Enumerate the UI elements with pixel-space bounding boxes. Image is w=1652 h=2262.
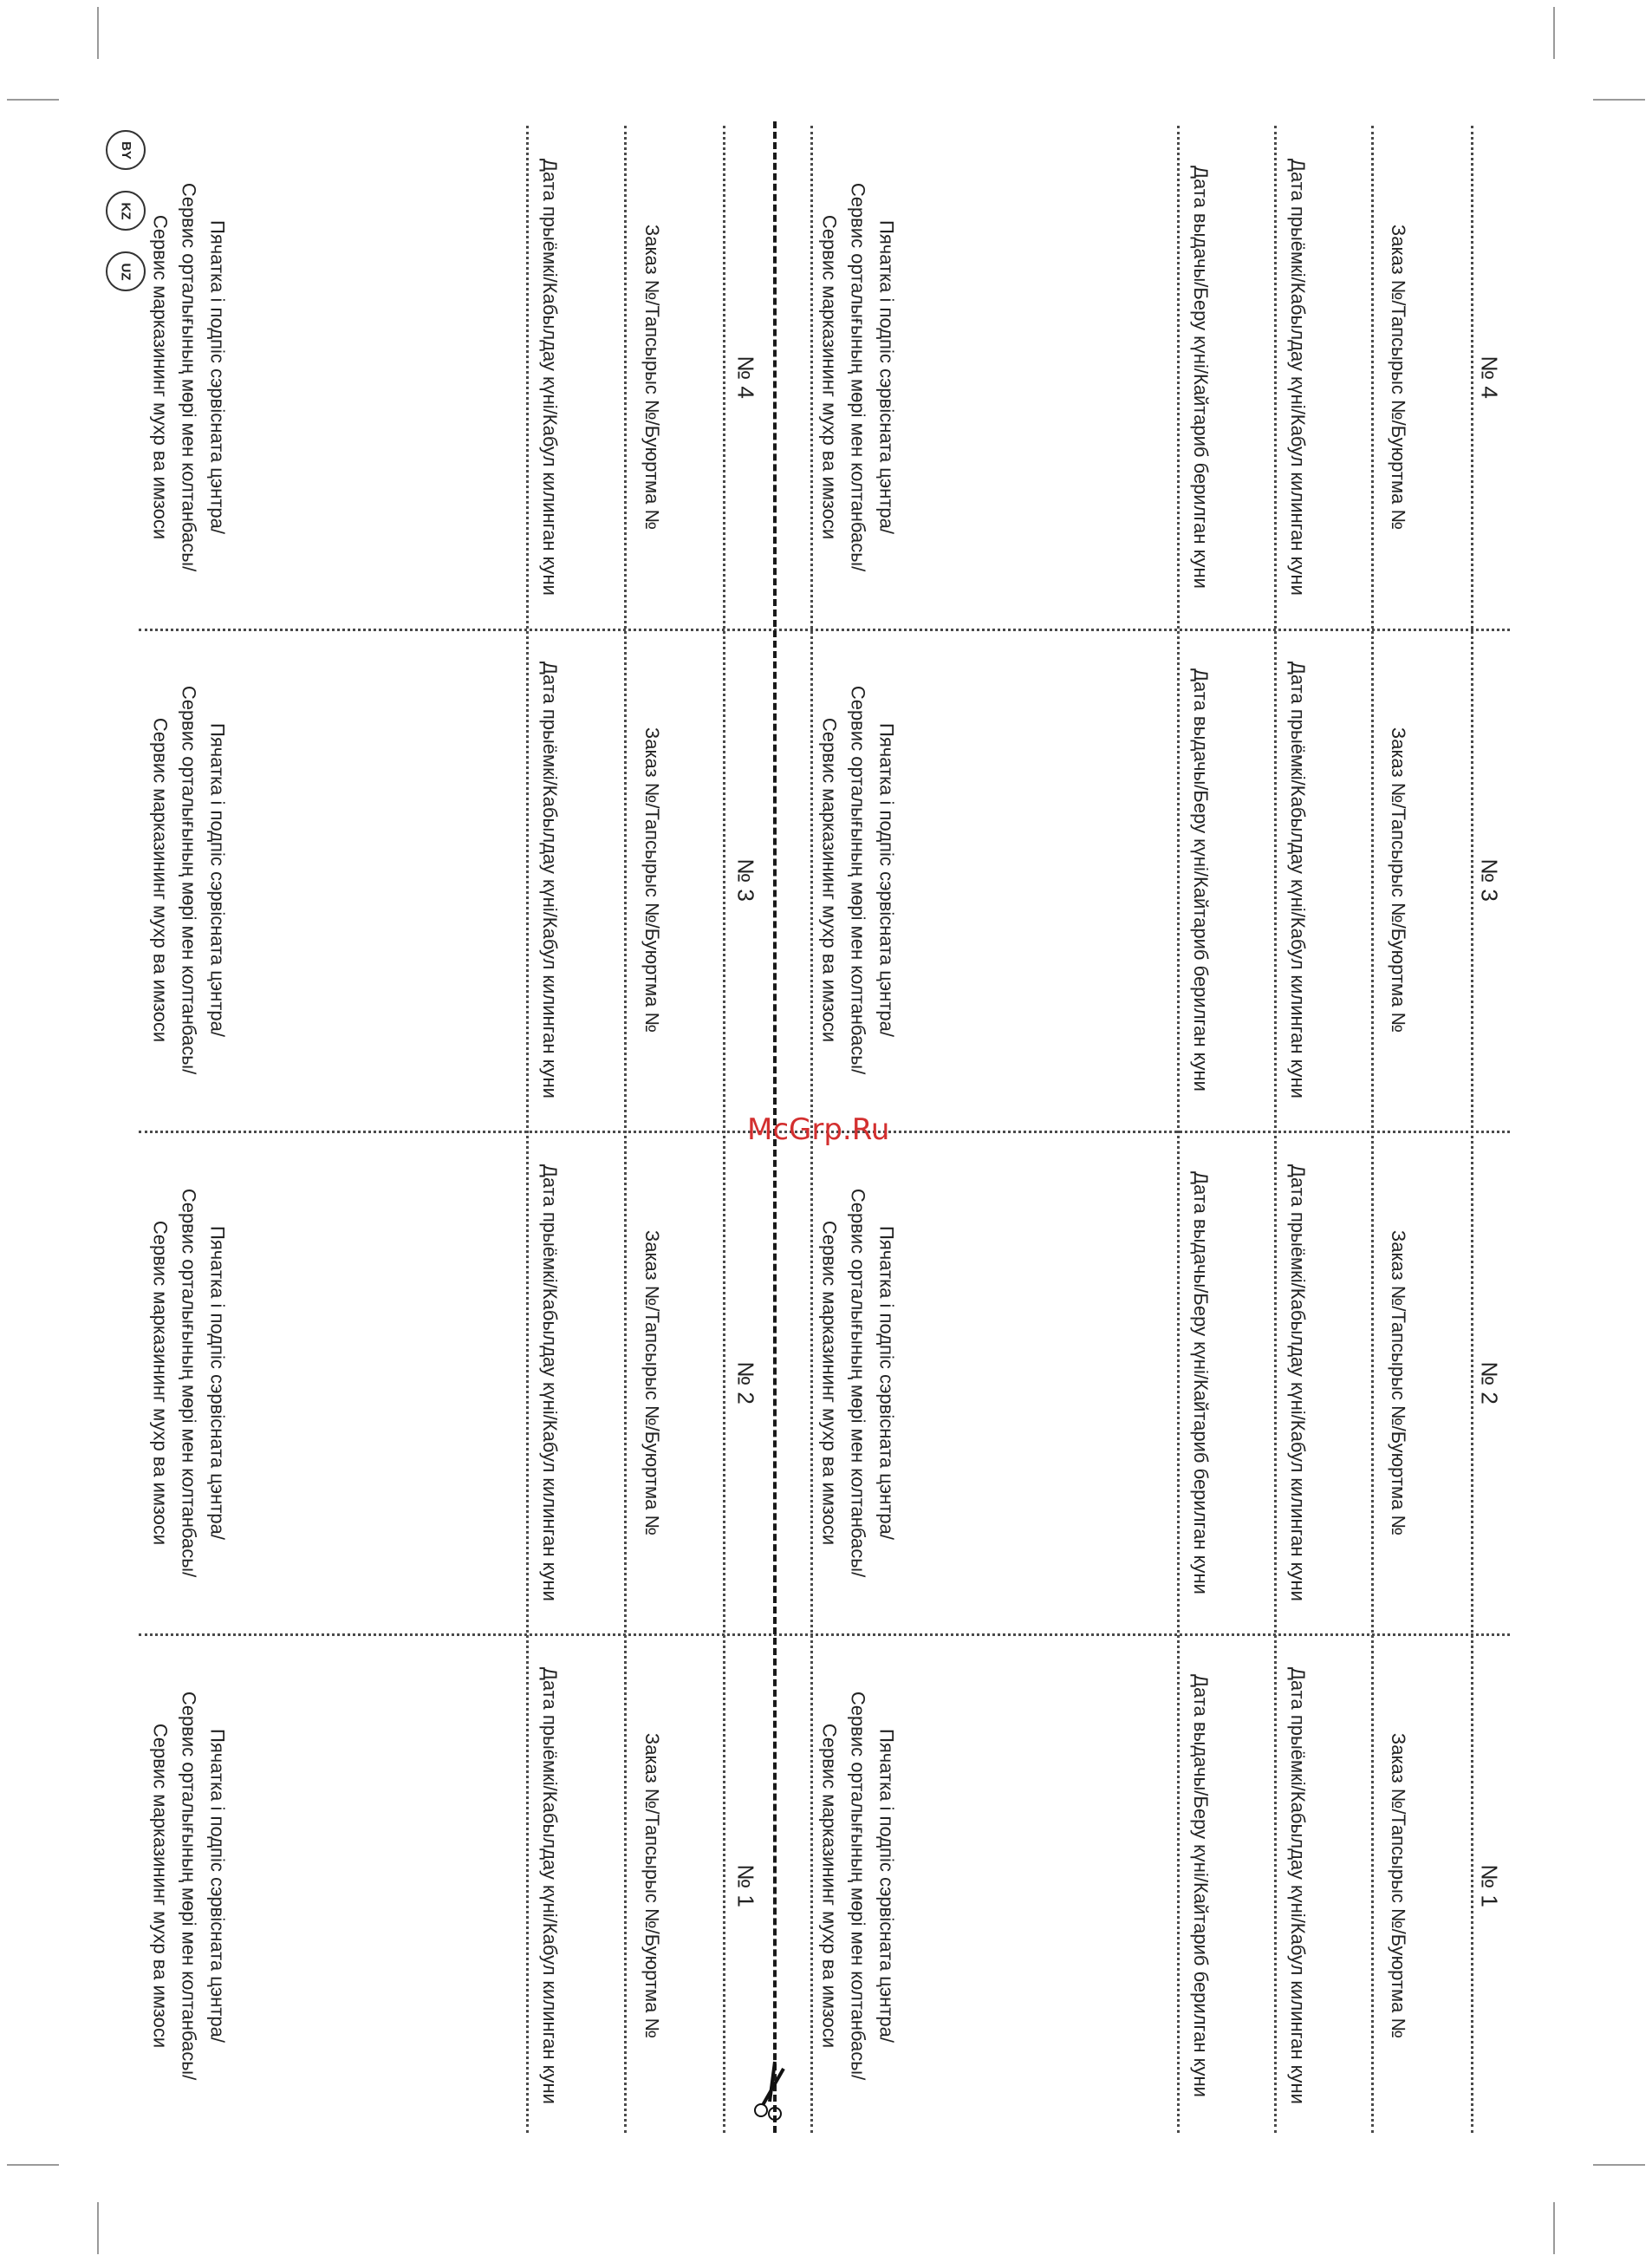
watermark: McGrp.Ru <box>747 1112 890 1147</box>
column-divider <box>1177 126 1180 2133</box>
crop-mark <box>97 2202 99 2254</box>
crop-mark <box>7 99 59 101</box>
crop-mark <box>1553 2202 1555 2254</box>
language-badge-by: BY <box>106 130 146 170</box>
crop-mark <box>1593 2164 1645 2166</box>
crop-mark <box>7 2164 59 2166</box>
scissors-icon <box>744 2060 804 2121</box>
crop-mark <box>97 7 99 59</box>
crop-mark <box>1553 7 1555 59</box>
crop-mark <box>1593 99 1645 101</box>
column-divider <box>723 126 725 2133</box>
column-divider <box>1274 126 1277 2133</box>
column-divider <box>1471 126 1473 2133</box>
coupon-divider <box>139 629 1510 631</box>
warranty-coupon-page: BY KZ UZ № 4 Заказ №/Тапсырыс №/Буюртма № Дата прыёмкі/Кабылдау күні/Кабул килинган куни Дата выдачы/Беру күні/Кайтариб берилган куни Пячатка і подпіс сэрвісната цэнтра/ Сервис орталығының мөрі мен колтанбасы/ Сервис марказининг мухр ва имзоси № 4 Заказ №/Тапсырыс №/Буюртма № Дата прыёмкі/Кабылдау күні/Кабул килинган куни Пячатка і подпіс сэрвісната цэнтра/ Сервис орталығының мөрі мен колтанбасы/ Сервис марказининг мухр ва имзоси № 3 Заказ №/Тапсырыс №/Буюртма № Дата прыёмкі/Кабылдау күні/Кабул килинган куни Дата выдачы/Беру күні/Кайтариб берилган куни Пячатка і подпіс сэрвісната цэнтра/ Сервис орталығының мөрі мен колтанбасы/ Сервис марказининг мухр ва имзоси № 3 Заказ №/Тапсырыс №/Буюртма № Дата прыёмкі/Кабылдау күні/Кабул килинган куни Пячатка і подпіс сэрвісната цэнтра/ Сервис орталығының мөрі мен колтанбасы/ Сервис марказининг мухр ва имзоси № 2 Заказ №/Тапсырыс №/Буюртма № Дата прыёмкі/Кабылдау күні/Кабул килинган куни Дата выдачы/Беру күні/Кайтариб берилган куни Пячатка і подпіс сэрвісната цэнтра/ Сервис орталығының мөрі мен колтанбасы/ Сервис марказининг мухр ва имзоси № 2 Заказ №/Тапсырыс №/Буюртма № Дата прыёмкі/Кабылдау күні/Кабул килинган куни Пячатка і подпіс сэрвісната цэнтра/ Сервис орталығының мөрі мен колтанбасы/ Сервис марказининг мухр ва имзоси № 1 Заказ №/Тапсырыс №/Буюртма № Дата прыёмкі/Кабылдау күні/Кабул килинган куни Дата выдачы/Беру күні/Кайтариб берилган куни Пячатка і подпіс сэрвісната цэнтра/ Сервис орталығының мөрі мен колтанбасы/ Сервис марказининг мухр ва имзоси № 1 Заказ №/Тапсырыс №/Буюртма № Дата прыёмкі/Кабылдау күні/Кабул килинган куни Пячатка і подпіс сэрвісната цэнтра/ Сервис орталығының мөрі мен колтанбасы/ Сервис марказининг мухр ва имзоси McGrp.Ru <box>0 0 1652 2262</box>
language-badge-kz: KZ <box>106 191 146 231</box>
coupon-divider <box>139 1633 1510 1636</box>
language-badge-uz: UZ <box>106 251 146 291</box>
column-divider <box>624 126 627 2133</box>
column-divider <box>526 126 529 2133</box>
column-divider <box>1371 126 1374 2133</box>
